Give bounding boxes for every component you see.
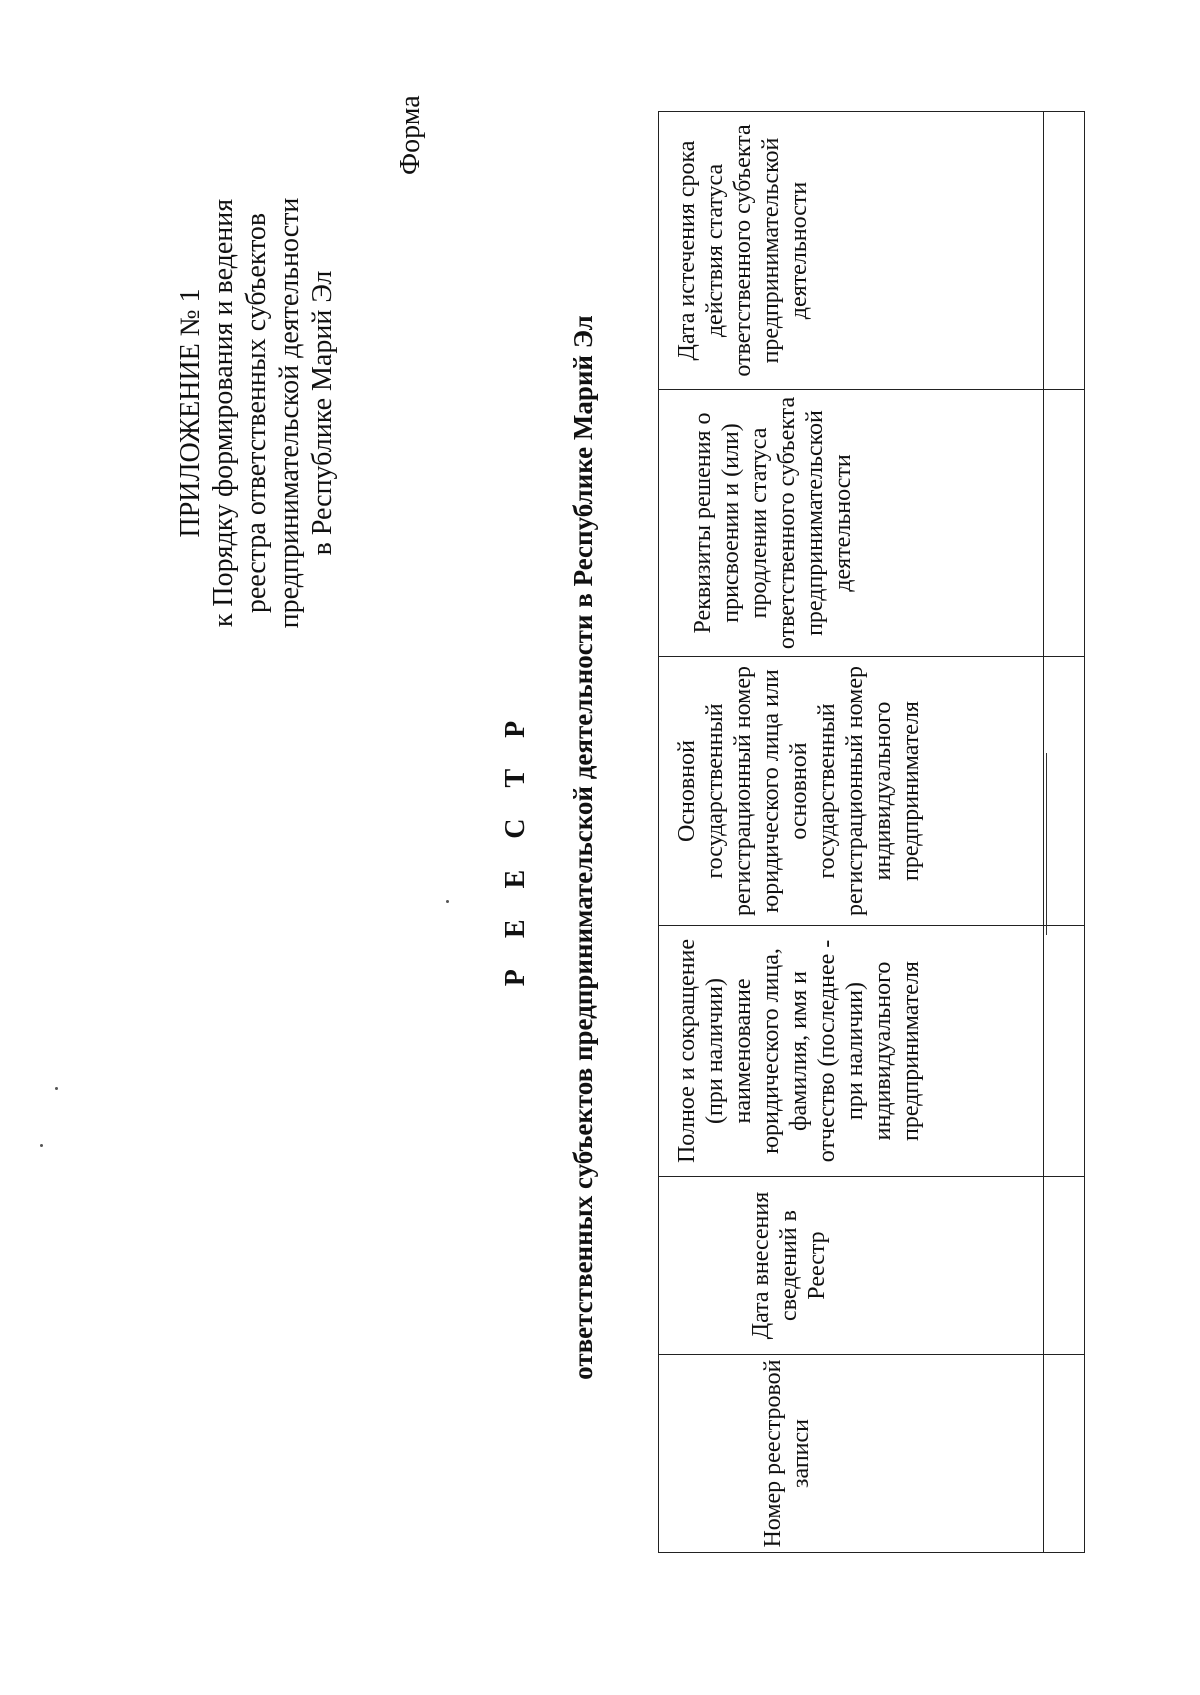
- table-header-row: [659, 112, 1044, 1553]
- header-entity-name: Полное и сокращение (при наличии) наименование юридического лица, фамилия, имя и отчество (последнее - при наличии) индивидуального предпринимателя: [659, 926, 1044, 1177]
- appendix-line: реестра ответственных субъектов: [241, 212, 272, 614]
- scan-speck: [446, 900, 449, 903]
- scan-speck: [55, 1087, 58, 1090]
- form-label: Форма: [395, 95, 426, 175]
- table-cell: [1044, 1355, 1085, 1553]
- table-cell: [1044, 926, 1085, 1177]
- header-entry-date: Дата внесения сведений в Реестр: [659, 1177, 1044, 1355]
- footnote-separator: [1046, 753, 1047, 935]
- appendix-line: в Республике Марий Эл: [307, 270, 338, 556]
- appendix-line: предпринимательской деятельности: [274, 197, 305, 629]
- appendix-line: ПРИЛОЖЕНИЕ № 1: [175, 288, 206, 538]
- header-registration-number: Основной государственный регистрационный номер юридического лица или основной государственный регистрационный номер индивидуального предпринимателя: [659, 657, 1044, 926]
- scan-speck: [40, 1144, 43, 1147]
- header-record-number: Номер реестровой записи: [659, 1355, 1044, 1553]
- table-cell: [1044, 1177, 1085, 1355]
- table-row: [1044, 112, 1085, 1553]
- appendix-line: к Порядку формирования и ведения: [208, 198, 239, 628]
- table-cell: [1044, 112, 1085, 390]
- header-expiry-date: Дата истечения срока действия статуса ответственного субъекта предпринимательской деятельности: [659, 112, 1044, 390]
- table-cell: [1044, 390, 1085, 657]
- document-title: Р Е Е С Т Р: [500, 708, 531, 987]
- appendix-header: [174, 153, 339, 673]
- document-subtitle: ответственных субъектов предпринимательской деятельности в Республике Марий Эл: [568, 315, 598, 1380]
- table-cell: [1044, 657, 1085, 926]
- registry-table: [658, 111, 1085, 1553]
- header-decision-details: Реквизиты решения о присвоении и (или) продлении статуса ответственного субъекта предпринимательской деятельности: [659, 390, 1044, 657]
